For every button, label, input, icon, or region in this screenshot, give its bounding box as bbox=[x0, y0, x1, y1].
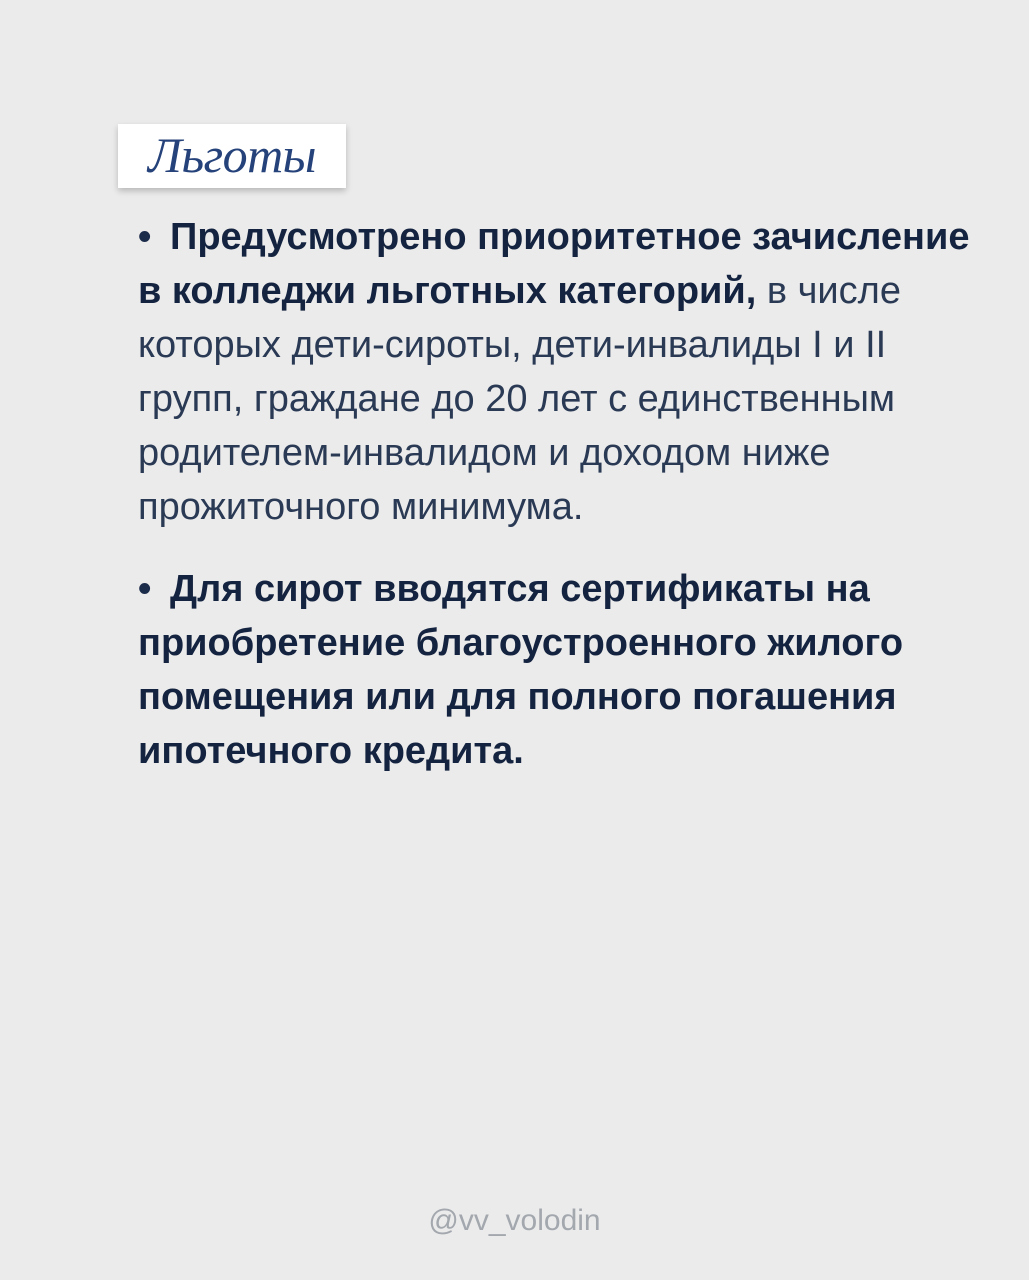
item-bold-text: Для сирот вводятся сертификаты на приобретение благоустроенного жилого помещения или для полного погашения ипотечного кредита. bbox=[138, 568, 904, 772]
item-bold-text: Предусмотрено приоритетное зачисление в колледжи льготных категорий, bbox=[138, 216, 970, 312]
list-item bbox=[138, 562, 988, 778]
benefits-list bbox=[138, 210, 988, 778]
author-handle: @vv_volodin bbox=[428, 1204, 601, 1237]
bullet: • bbox=[138, 568, 152, 610]
page-title: Льготы bbox=[147, 127, 317, 183]
title-card bbox=[118, 124, 346, 188]
list-item bbox=[138, 210, 988, 534]
bullet: • bbox=[138, 216, 152, 258]
item-regular-text: в числе которых дети-сироты, дети-инвалиды I и II групп, граждане до 20 лет с единственным родителем-инвалидом и доходом ниже прожиточного минимума. bbox=[138, 270, 901, 528]
